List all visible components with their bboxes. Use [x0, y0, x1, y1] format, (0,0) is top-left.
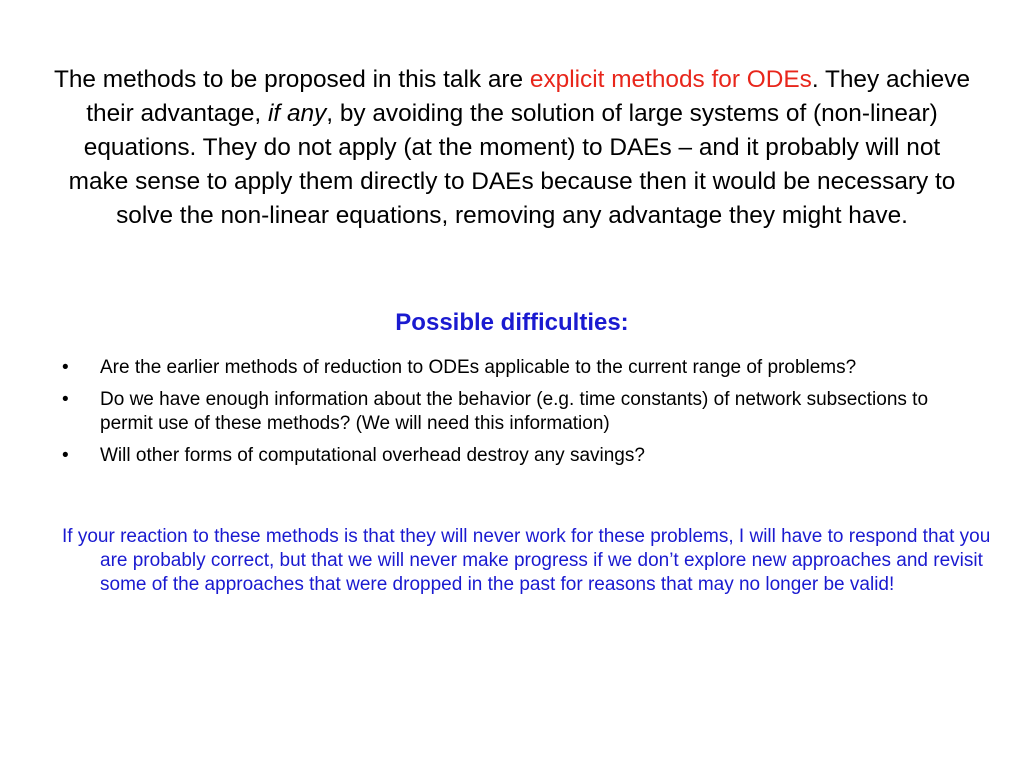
intro-text-part1: The methods to be proposed in this talk are	[53, 66, 530, 93]
intro-text-part2: . They achieve their advantage,	[86, 66, 971, 127]
list-item	[56, 356, 956, 380]
list-item-text: Will other forms of computational overhead destroy any savings?	[100, 445, 645, 466]
list-item	[56, 388, 956, 436]
list-item-text: Are the earlier methods of reduction to ODEs applicable to the current range of problems?	[100, 357, 857, 378]
intro-italic: if any	[267, 100, 327, 127]
bullet-icon: •	[62, 357, 69, 378]
closing-paragraph: If your reaction to these methods is that they will never work for these problems, I will have to respond that you are probably correct, but that we will never make progress if we don’t explore new approaches and revisit some of the approaches that were dropped in the past for reasons that may no longer be valid!	[62, 526, 991, 595]
difficulties-list	[56, 356, 956, 476]
intro-paragraph	[52, 63, 972, 233]
intro-highlight: explicit methods for ODEs	[529, 66, 812, 93]
bullet-icon: •	[62, 445, 69, 466]
list-item-text: Do we have enough information about the behavior (e.g. time constants) of network subsections to permit use of these methods? (We will need this information)	[100, 389, 929, 434]
list-item	[56, 444, 956, 468]
intro-text-part3: , by avoiding the solution of large systems of (non-linear) equations. They do not apply (at the moment) to DAEs – and it probably will not make sense to apply them directly to DAEs because then it would be necessary to solve the non-linear equations, removing any advantage they might have.	[68, 100, 956, 229]
bullet-icon: •	[62, 389, 69, 410]
section-heading: Possible difficulties:	[395, 309, 629, 336]
